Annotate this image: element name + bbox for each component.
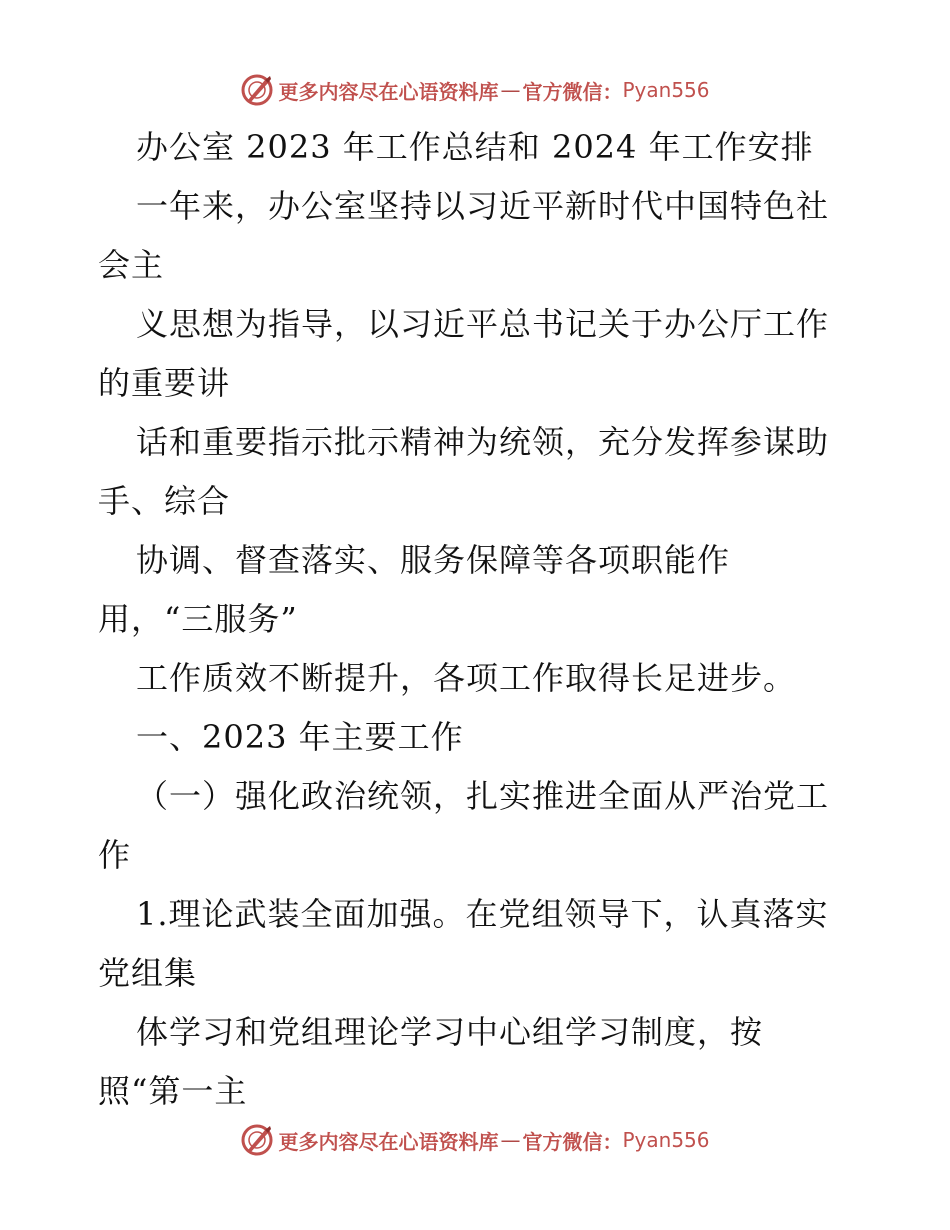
banner-separator: — xyxy=(500,1128,521,1152)
text-line: 话和重要指示批示精神为统领，充分发挥参谋助 xyxy=(136,423,830,461)
text-line: 用，“三服务” xyxy=(98,600,298,638)
text-line: 党组集 xyxy=(98,954,198,992)
banner-contact-label: 官方微信： xyxy=(522,1129,623,1154)
header-banner xyxy=(0,70,950,110)
text-line: 一年来，办公室坚持以习近平新时代中国特色社 xyxy=(136,187,830,225)
quill-pen-logo-icon xyxy=(240,1123,274,1157)
text-line: 义思想为指导，以习近平总书记关于办公厅工作 xyxy=(136,305,830,343)
banner-main-text: 更多内容尽在心语资料库 xyxy=(278,79,499,104)
text-line: 会主 xyxy=(98,246,165,284)
text-line: 协调、督查落实、服务保障等各项职能作 xyxy=(136,541,731,579)
text-line: 作 xyxy=(98,836,132,874)
document-title: 办公室 2023 年工作总结和 2024 年工作安排 xyxy=(136,128,814,166)
banner-contact-id: Pyan556 xyxy=(622,1128,710,1152)
banner-main-text: 更多内容尽在心语资料库 xyxy=(278,1129,499,1154)
footer-banner xyxy=(0,1120,950,1160)
text-line: 体学习和党组理论学习中心组学习制度，按 xyxy=(136,1013,764,1051)
subsection-heading: （一）强化政治统领，扎实推进全面从严治党工 xyxy=(136,777,830,815)
quill-pen-logo-icon xyxy=(240,73,274,107)
text-line: 照“第一主 xyxy=(98,1072,248,1110)
document-body xyxy=(98,118,868,1121)
banner-separator: — xyxy=(500,78,521,102)
text-line: 1.理论武装全面加强。在党组领导下，认真落实 xyxy=(136,895,829,933)
text-line: 工作质效不断提升，各项工作取得长足进步。 xyxy=(136,659,797,697)
section-heading: 一、2023 年主要工作 xyxy=(136,718,464,756)
banner-contact-label: 官方微信： xyxy=(522,79,623,104)
text-line: 手、综合 xyxy=(98,482,231,520)
text-line: 的重要讲 xyxy=(98,364,231,402)
banner-contact-id: Pyan556 xyxy=(622,78,710,102)
